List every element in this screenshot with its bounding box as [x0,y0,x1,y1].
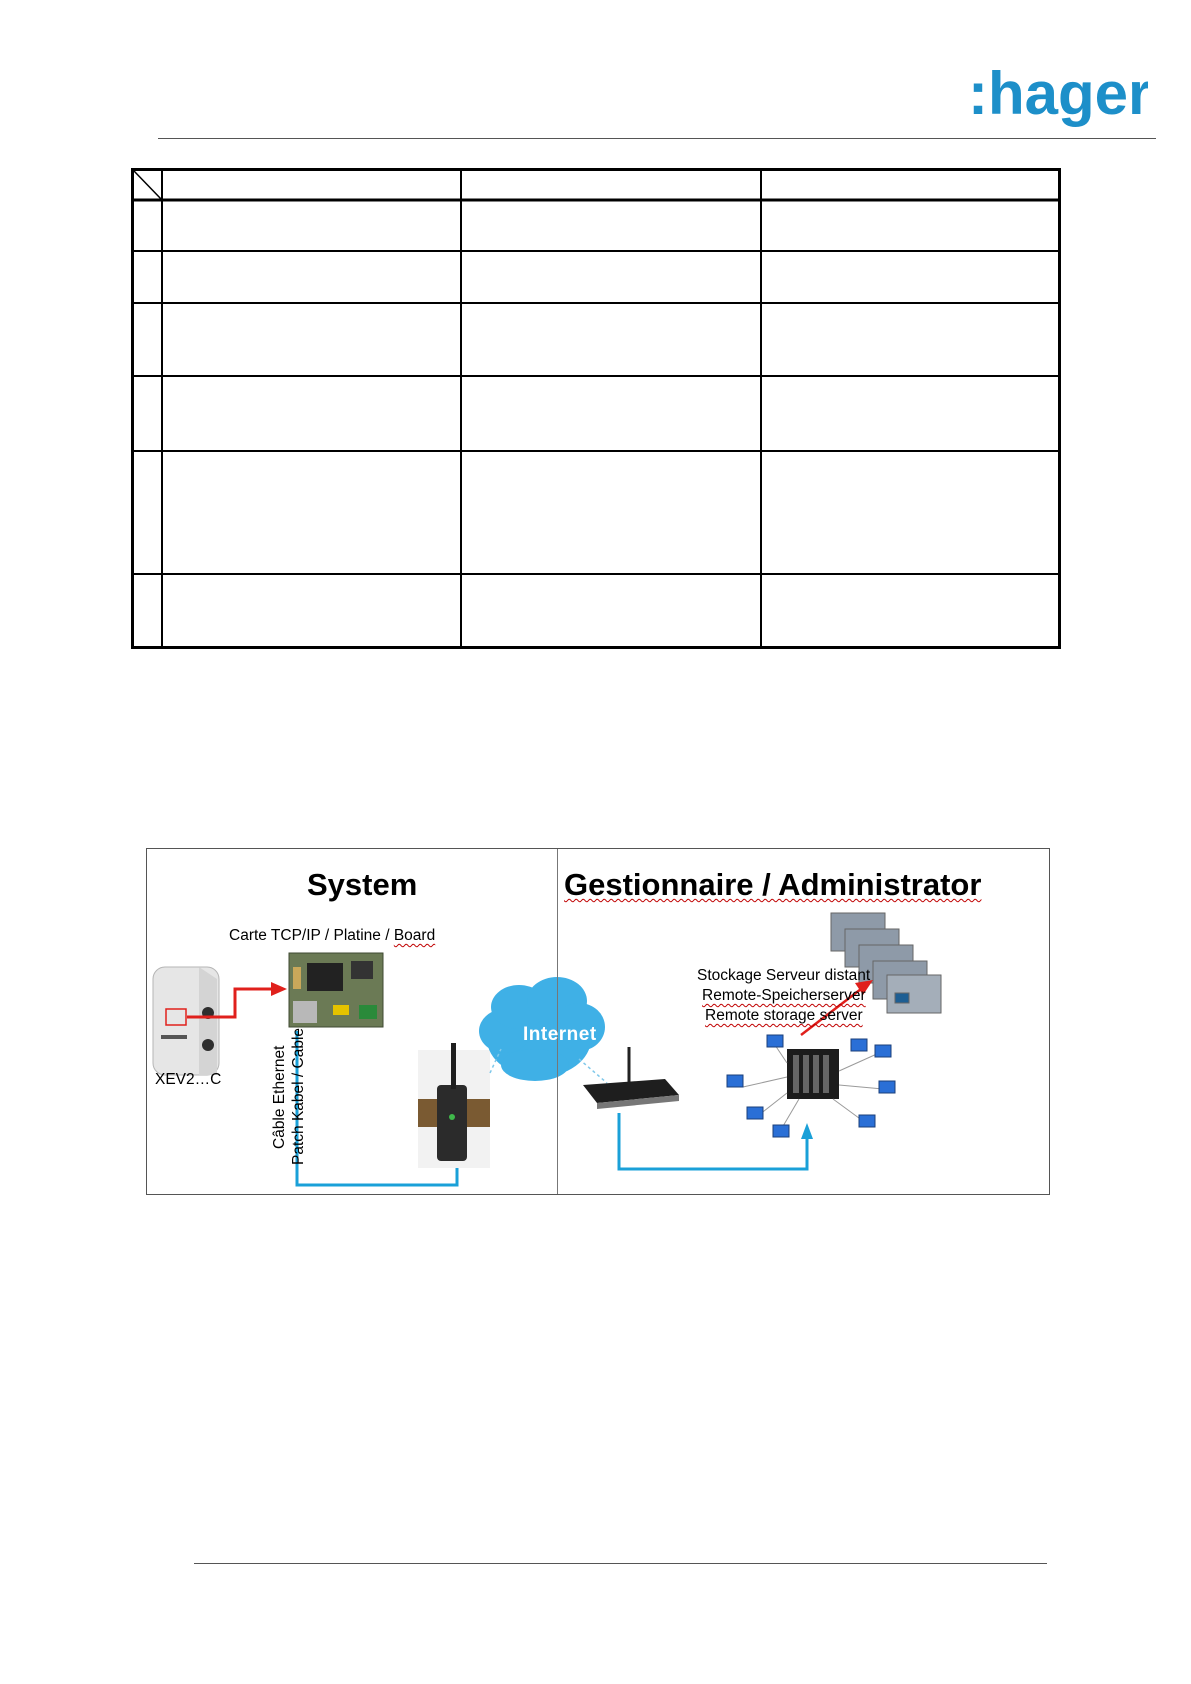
footer-rule [194,1563,1047,1564]
cable-label-de: Patch Kabel / Cable [290,1027,307,1165]
diagram-divider [557,849,558,1194]
board-label: Carte TCP/IP / Platine / Board [229,927,436,944]
network-diagram [146,848,1050,1195]
cable-label-fr: Câble Ethernet [271,1045,288,1149]
device-label: XEV2…C [155,1071,222,1088]
storage-label-en: Remote storage server [705,1007,863,1024]
svg-text::hager: :hager [968,62,1148,127]
router-image [583,1047,679,1109]
empty-table [131,168,1061,649]
gsm-modem-image [418,1043,490,1168]
internet-label: Internet [523,1024,597,1045]
tcpip-board-image [289,953,383,1027]
system-heading: System [307,867,418,902]
charging-station-image [153,967,219,1075]
storage-label-fr: Stockage Serveur distant [697,967,871,984]
header-rule [158,138,1156,139]
storage-label-de: Remote-Speicherserver [702,987,866,1004]
administrator-heading: Gestionnaire / Administrator [564,867,982,902]
server-network-image [727,1035,895,1137]
hager-logo [968,62,1148,132]
